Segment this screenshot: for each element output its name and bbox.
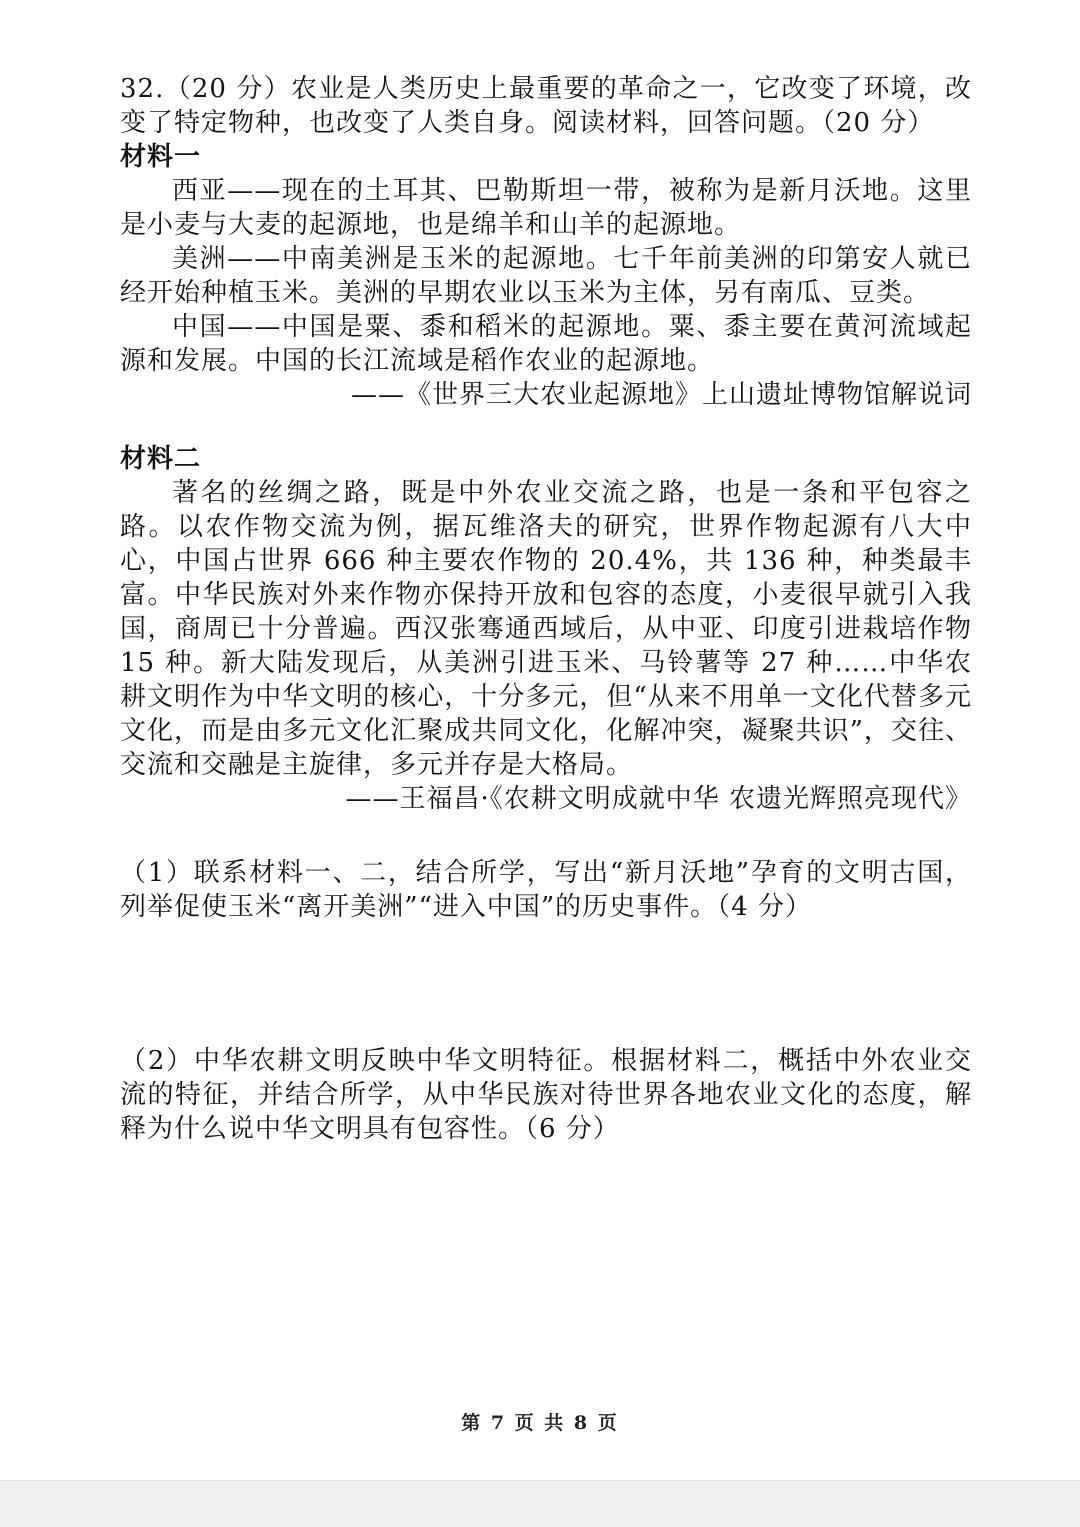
material1-heading: 材料一 <box>120 142 202 172</box>
material1-china-paragraph: 中国——中国是粟、黍和稻米的起源地。粟、黍主要在黄河流域起源和发展。中国的长江流域是稻作农业的起源地。 <box>120 312 972 376</box>
material1-west-asia-paragraph: 西亚——现在的土耳其、巴勒斯坦一带，被称为是新月沃地。这里是小麦与大麦的起源地，也是绵羊和山羊的起源地。 <box>120 176 972 240</box>
viewer-bottom-strip <box>0 1480 1080 1527</box>
spacer <box>120 816 972 856</box>
material2-source: ——王福昌·《农耕文明成就中华 农遗光辉照亮现代》 <box>345 784 972 814</box>
material2-heading: 材料二 <box>120 444 202 474</box>
material1-source: ——《世界三大农业起源地》上山遗址博物馆解说词 <box>350 380 972 410</box>
sub-question-1: （1）联系材料一、二，结合所学，写出“新月沃地”孕育的文明古国，列举促使玉米“离开美洲”“进入中国”的历史事件。（4 分） <box>120 858 972 922</box>
sub-question-2: （2）中华农耕文明反映中华文明特征。根据材料二，概括中外农业交流的特征，并结合所学，从中华民族对待世界各地农业文化的态度，解释为什么说中华文明具有包容性。（6 分） <box>120 1046 972 1144</box>
answer-space <box>120 924 972 1044</box>
material1-americas-paragraph: 美洲——中南美洲是玉米的起源地。七千年前美洲的印第安人就已经开始种植玉米。美洲的早期农业以玉米为主体，另有南瓜、豆类。 <box>120 244 972 308</box>
spacer <box>120 412 972 442</box>
question-content <box>120 72 972 1146</box>
material2-paragraph: 著名的丝绸之路，既是中外农业交流之路，也是一条和平包容之路。以农作物交流为例，据瓦维洛夫的研究，世界作物起源有八大中心，中国占世界 666 种主要农作物的 20.4%，共 136 种，种类最丰富。中华民族对外来作物亦保持开放和包容的态度，小麦很早就引入我国，商周已十分普遍。西汉张骞通西域后，从中亚、印度引进栽培作物 15 种。新大陆发现后，从美洲引进玉米、马铃薯等 27 种……中华农耕文明作为中华文明的核心，十分多元，但“从来不用单一文化代替多元文化，而是由多元文化汇聚成共同文化，化解冲突，凝聚共识”，交往、交流和交融是主旋律，多元并存是大格局。 <box>120 478 972 780</box>
question-intro: 32.（20 分）农业是人类历史上最重要的革命之一，它改变了环境，改变了特定物种，也改变了人类自身。阅读材料，回答问题。（20 分） <box>120 74 972 138</box>
page-number: 第 7 页 共 8 页 <box>461 1412 619 1434</box>
